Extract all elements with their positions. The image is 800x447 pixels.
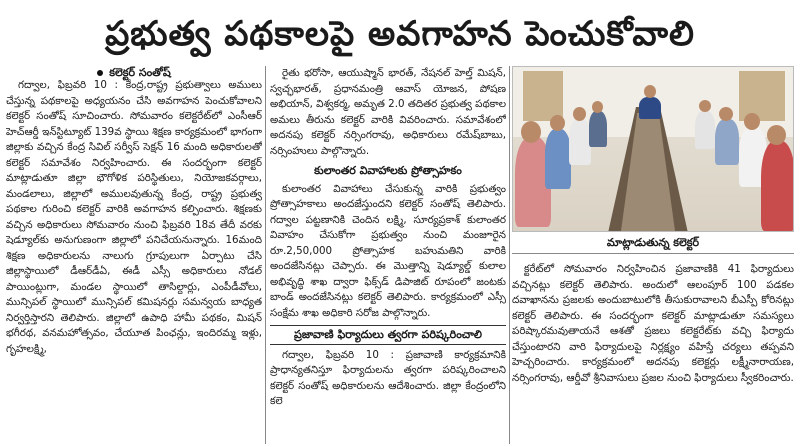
person-head: [719, 107, 733, 121]
photo-door: [739, 71, 785, 121]
photo-caption: మాట్లాడుతున్న కలెక్టర్: [606, 236, 700, 249]
subheading-prajavani: ప్రజావాణి ఫిర్యాదులు త్వరగా పరిష్కరించాలి: [270, 325, 506, 345]
column-2: [270, 66, 506, 444]
article-paragraph: గద్వాల, ఫిబ్రవరి 10 : కేంద్ర,రాష్ట్ర ప్రభుత్వాలు అములు చేస్తున్న పథకాలపై అధ్యయనం చేసి అవగాహన పెంచుకోవాలని కలెక్టర్ సంతోష్ సూచించారు. సోమవారం కలెక్టరేట్‌లో ఎంసీఆర్ హెచ్ఆర్డీ ఇన్‌స్టిట్యూట్ 139వ స్థాయి శిక్షణ కార్యక్రమంలో భాగంగా జిల్లాకు వచ్చిన కేంద్ర సివిల్ సర్వీస్ సెక్షన్ 16 మంది అధికారులతో కలెక్టర్ సమావేశం నిర్వహించారు. ఈ సందర్భంగా కలెక్టర్ మాట్లాడుతూ జిల్లా భౌగోళిక పరిస్థితులు, నియోజకవర్గాలు, మండలాలు, జిల్లాలో అములవుతున్న కేంద్ర, రాష్ట్ర ప్రభుత్వ పథకాల గురించి కలెక్టర్ వారికి అవగాహన కల్పించారు. శిక్షణకు వచ్చిన అధికారులు సోమవారం నుంచి ఫిబ్రవరి 18వ తేదీ వరకు షెడ్యూల్‌కు అనుగుణంగా జిల్లాలో పనిచేయనున్నారు. 16మంది శిక్షణ అధికారులను నాలుగు గ్రూపులుగా ఏర్పాటు చేసి జిల్లాస్థాయిలో డీఆర్‌డీఏ, ఈడీ ఎస్సీ అధికారులు నోడల్ పాయింట్లుగా, మండల స్థాయిలో తాసిల్దార్లు, ఎంపీడీవోలు, మున్సిపల్ స్థాయిలో మున్సిపల్ కమిషనర్లు సమన్వయ బాధ్యత నిర్వర్తిస్తారని తెలిపారు. జిల్లాలో ఉపాధి హామీ పథకం, మిషన్ భగీరథ, వనమహోత్సవం, చేయూత పింఛన్లు, ఇందిరమ్మ ఇళ్లు, గృహలక్ష్మి,: [6, 79, 262, 355]
caption-divider: [512, 253, 794, 254]
byline-text: కలెక్టర్ సంతోష్: [109, 66, 171, 79]
column-divider: [265, 66, 266, 444]
column-divider: [509, 66, 510, 444]
person-head: [699, 100, 711, 112]
article-paragraph: గద్వాల, ఫిబ్రవరి 10 : ప్రజావాణి కార్యక్రమానికి ప్రాధాన్యతనిస్తూ ఫిర్యాదులను త్వరగా పరిష్కరించాలని కలెక్టర్ సంతోష్ అధికారులను ఆదేశించారు. జిల్లా కేంద్రంలోని కలె: [270, 348, 506, 407]
bullet-icon: [97, 70, 103, 76]
person-head: [573, 107, 586, 121]
person-figure: [569, 119, 591, 165]
article-paragraph: రైతు భరోసా, ఆయుష్మాన్ భారత్, నేషనల్ హెల్త్ మిషన్, స్వచ్ఛభారత్, ప్రధానమంత్రి ఆవాస్ యోజన, పోషణ అభియాన్, విశ్వకర్మ, అమృత 2.0 తదితర ప్రభుత్వ పథకాల అమలు తీరును కలెక్టర్ వారికి వివరించారు. సమావేశంలో అదనపు కలెక్టర్ నర్సింగరావు, అధికారులు రమేష్‌బాబు, నర్సింహులు పాల్గొన్నారు.: [270, 67, 506, 157]
article-paragraph: కులాంతర వివాహాలు చేసుకున్న వారికి ప్రభుత్వం ప్రోత్సాహకాలు అందజేస్తుందని కలెక్టర్ సంతోష్ తెలిపారు. గద్వాల పట్టణానికి చెందిన లక్ష్మి, సూర్యప్రకాశ్ కులాంతర వివాహం చేసుకోగా ప్రభుత్వం నుంచి మంజూరైన రూ.2,50,000 ప్రోత్సాహక బహుమతిని వారికి అందజేసినట్లు చెప్పారు. ఈ మొత్తాన్ని షెడ్యూల్డ్ కులాల అభివృద్ధి శాఖ ద్వారా ఫిక్స్‌డ్ డిపాజిట్ రూపంలో జంటకు బాండ్ అందజేసినట్లు కలెక్టర్ తెలిపారు. కార్యక్రమంలో ఎస్సీ సంక్షేమ శాఖ అధికారి సరోజ పాల్గొన్నారు.: [270, 182, 506, 319]
collector-figure: [639, 97, 661, 119]
person-figure: [545, 129, 571, 189]
person-figure: [761, 141, 794, 231]
article-paragraph: క్టరేట్‌లో సోమవారం నిర్వహించిన ప్రజావాణికి 41 ఫిర్యాదులు వచ్చినట్లు కలెక్టర్ తెలిపారు. అందులో ఆలంపూర్ 100 పడకల దవాఖానను ప్రజలకు అందుబాటులోకి తీసుకురావాలని బీఎస్పీ కోరినట్లు కలెక్టర్ తెలిపారు. ఈ సందర్భంగా కలెక్టర్ మాట్లాడుతూ సమస్యలు పరిష్కారమవుతాయనే ఆశతో ప్రజలు కలెక్టరేట్‌కు వచ్చి ఫిర్యాదు చేస్తుంటారని వారి ఫిర్యాదులపై నిర్లక్ష్యం వహిస్తే చర్యలు తప్పవని హెచ్చరించారు. కార్యక్రమంలో అదనపు కలెక్టర్లు లక్ష్మీనారాయణ, నర్సింగరావు, ఆర్డీవో శ్రీనివాసులు ప్రజల నుంచి ఫిర్యాదులు స్వీకరించారు.: [512, 263, 794, 384]
meeting-photo: [512, 66, 794, 232]
headline: ప్రభుత్వ పథకాలపై అవగాహన పెంచుకోవాలి: [105, 14, 695, 54]
person-head: [521, 121, 541, 143]
person-head: [644, 85, 656, 98]
person-head: [744, 113, 760, 130]
person-figure: [715, 119, 739, 165]
column-1: [6, 78, 262, 444]
column-3: [512, 262, 794, 442]
photo-door: [523, 71, 563, 121]
subheading-intercaste: కులాంతర వివాహాలకు ప్రోత్సాహకం: [314, 164, 462, 177]
person-figure: [589, 111, 607, 147]
person-head: [592, 101, 603, 113]
person-head: [550, 115, 565, 131]
person-head: [767, 125, 786, 145]
person-figure: [695, 111, 715, 149]
